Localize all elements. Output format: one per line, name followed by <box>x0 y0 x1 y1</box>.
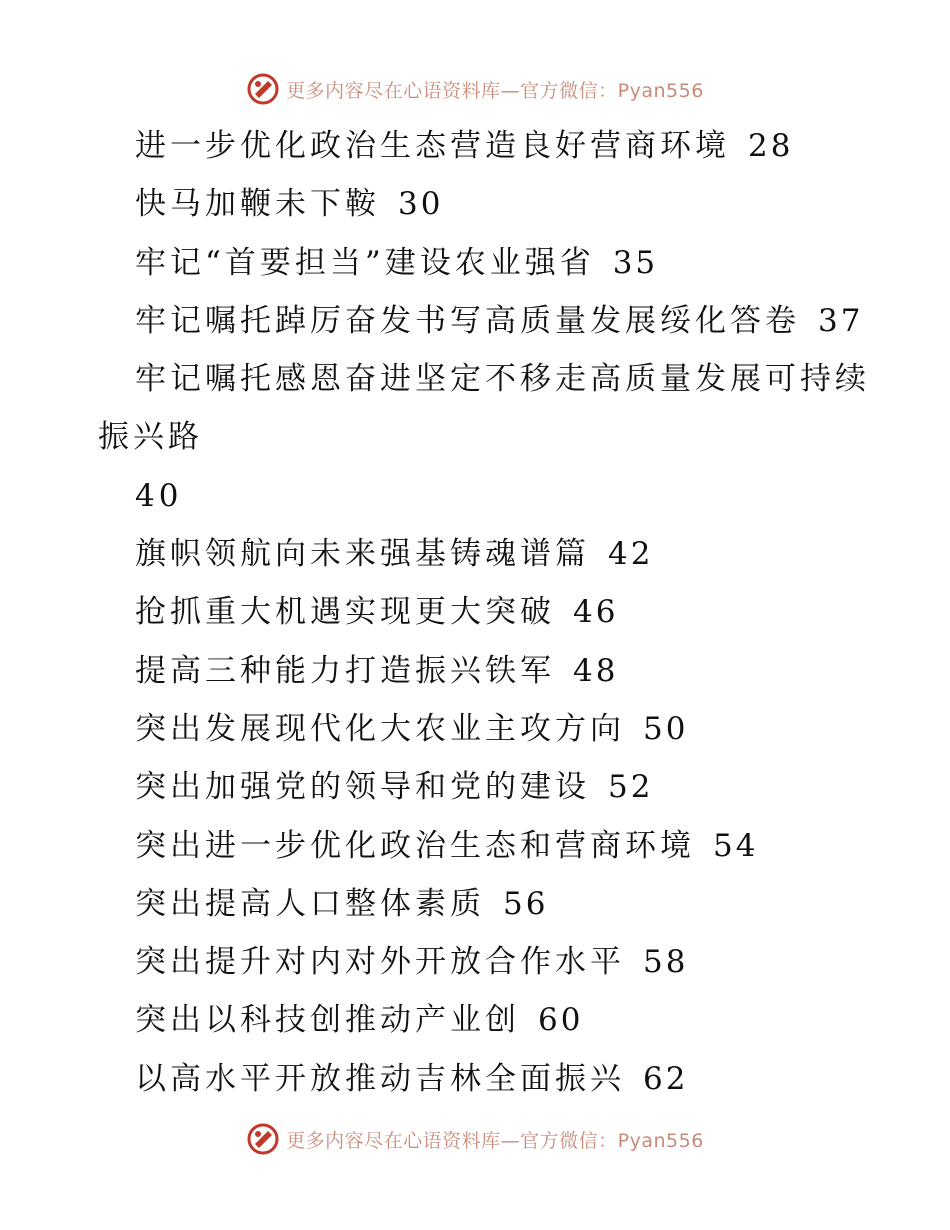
toc-entry-page: 28 <box>748 128 794 164</box>
toc-entry-page: 56 <box>503 885 549 922</box>
footer-banner-separator: — <box>500 1129 521 1152</box>
toc-entry <box>0 817 950 875</box>
logo-icon <box>246 1122 280 1156</box>
header-banner-title: 更多内容尽在心语资料库 <box>286 79 501 102</box>
toc-entry-wrapped-line1 <box>0 350 950 408</box>
toc-entry-title: 突出以科技创推动产业创 <box>135 1002 520 1039</box>
toc-entry-title: 以高水平开放推动吉林全面振兴 <box>135 1060 625 1097</box>
toc-entry <box>0 583 950 641</box>
table-of-contents <box>0 117 950 1108</box>
toc-entry <box>0 700 950 758</box>
footer-banner-contact: 官方微信：Pyan556 <box>520 1129 704 1152</box>
toc-entry-page: 46 <box>573 594 619 631</box>
toc-entry-title: 突出进一步优化政治生态和营商环境 <box>135 827 695 864</box>
toc-entry-page: 54 <box>713 827 759 864</box>
toc-entry <box>0 1050 950 1108</box>
toc-entry-title: 牢记“首要担当”建设农业强省 <box>135 244 595 281</box>
toc-entry-wrapped-line2 <box>0 408 950 466</box>
header-banner <box>0 72 950 106</box>
toc-entry-page: 60 <box>538 1002 584 1039</box>
header-banner-text <box>286 76 704 103</box>
toc-entry-page: 62 <box>643 1060 689 1097</box>
toc-entry-page: 37 <box>818 302 864 339</box>
toc-entry <box>0 758 950 816</box>
toc-entry <box>0 525 950 583</box>
toc-entry <box>0 175 950 233</box>
header-banner-contact: 官方微信：Pyan556 <box>520 79 704 102</box>
toc-entry-page: 58 <box>643 944 689 981</box>
toc-entry <box>0 117 950 175</box>
toc-entry-title: 牢记嘱托踔厉奋发书写高质量发展绥化答卷 <box>135 302 800 339</box>
footer-banner <box>0 1122 950 1156</box>
toc-entry-title: 突出提高人口整体素质 <box>135 885 485 922</box>
toc-entry-title: 旗帜领航向未来强基铸魂谱篇 <box>135 536 590 573</box>
header-banner-separator: — <box>500 79 521 102</box>
toc-entry-title: 提高三种能力打造振兴铁军 <box>135 652 555 689</box>
toc-entry-title: 突出发展现代化大农业主攻方向 <box>135 710 625 747</box>
toc-entry-page: 50 <box>643 710 689 747</box>
toc-entry-title: 突出提升对内对外开放合作水平 <box>135 944 625 981</box>
toc-entry <box>0 234 950 292</box>
toc-entry-title: 抢抓重大机遇实现更大突破 <box>135 594 555 631</box>
footer-banner-title: 更多内容尽在心语资料库 <box>286 1129 501 1152</box>
toc-entry-page: 30 <box>398 186 444 223</box>
toc-entry <box>0 875 950 933</box>
footer-banner-text <box>286 1126 704 1153</box>
toc-entry-page: 40 <box>135 477 183 514</box>
toc-entry-title: 突出加强党的领导和党的建设 <box>135 769 590 806</box>
toc-entry-title-continued: 振兴路 <box>98 419 203 456</box>
toc-entry-page: 42 <box>608 536 654 573</box>
toc-entry-title: 牢记嘱托感恩奋进坚定不移走高质量发展可持续 <box>135 361 870 398</box>
toc-entry-title: 快马加鞭未下鞍 <box>135 186 380 223</box>
logo-icon <box>246 72 280 106</box>
toc-entry <box>0 642 950 700</box>
toc-entry-page: 48 <box>573 652 619 689</box>
toc-entry <box>0 991 950 1049</box>
toc-entry <box>0 292 950 350</box>
toc-entry <box>0 933 950 991</box>
toc-entry-title: 进一步优化政治生态营造良好营商环境 <box>135 128 730 164</box>
toc-entry-page: 52 <box>608 769 654 806</box>
toc-entry-page-line <box>0 467 950 525</box>
toc-entry-page: 35 <box>612 244 659 281</box>
